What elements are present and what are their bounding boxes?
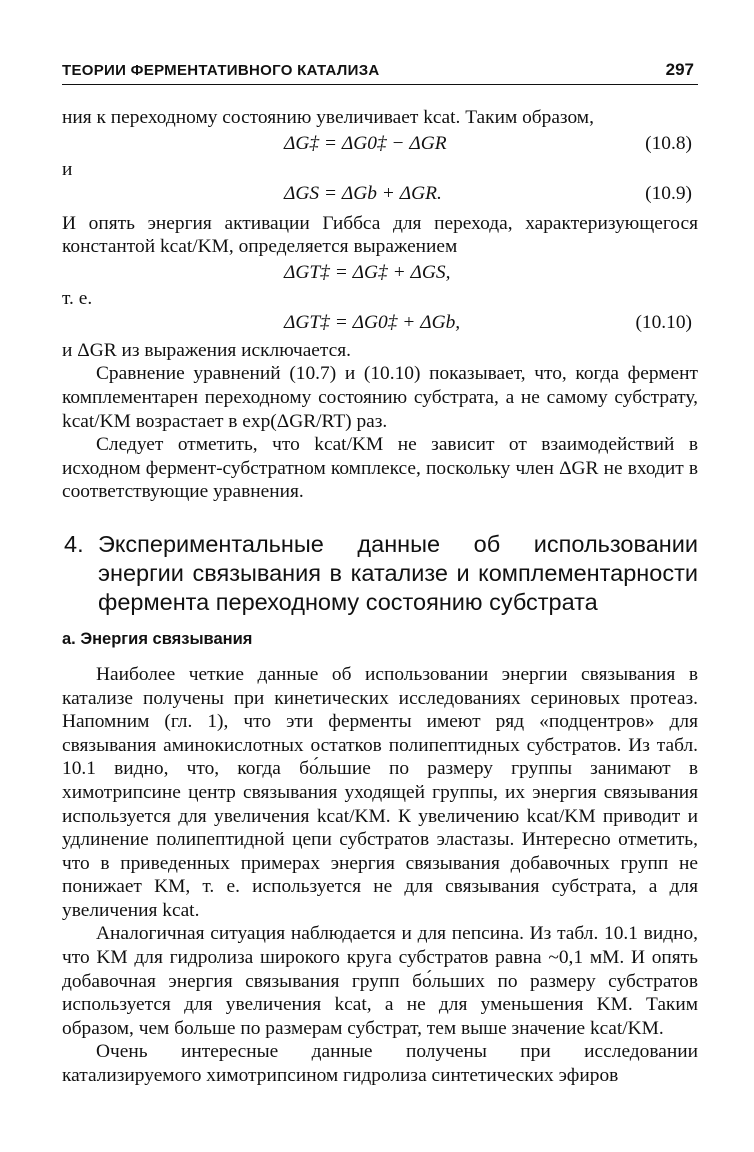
equation-10-10 [62,309,698,337]
subsection-heading: а. Энергия связывания [62,629,253,648]
main-text [62,106,698,1088]
paragraph-4: Сравнение уравнений (10.7) и (10.10) показывает, что, когда фермент комплементарен переходному состоянию субстрата, а не самому субстрату, kcat/KM возрастает в exp(ΔGR/RT) раз. [62,363,698,432]
equation-transition-1 [62,259,698,287]
section-heading [64,530,698,617]
paragraph-5: Следует отметить, что kcat/KM не зависит от взаимодействий в исходном фермент-субстратном комплексе, поскольку член ΔGR не входит в соответствующие уравнения. [62,434,698,503]
section-number: 4. [64,530,84,557]
equation-10-9-expression: ΔGS = ΔGb + ΔGR. [284,182,442,204]
paragraph-1: ния к переходному состоянию увеличивает kcat. Таким образом, [62,107,594,128]
equation-10-8-number: (10.8) [645,132,692,154]
paragraph-6: Наиболее четкие данные об использовании энергии связывания в катализе получены при кинетических исследованиях сериновых протеаз. Напомним (гл. 1), что эти ферменты имеют ряд «подцентров» для связывания аминокислотных остатков полипептидных субстратов. Из табл. 10.1 видно, что, когда бо́льшие по размеру группы занимают в химотрипсине центр связывания уходящей группы, их энергия связывания используется для увеличения kcat/KM. К увеличению kcat/KM приводит и удлинение полипептидной цепи субстратов эластазы. Интересно отметить, что в приведенных примерах энергия связывания добавочных групп не понижает KM, т. е. используется не для связывания субстрата, а для увеличения kcat. [62,663,698,921]
equation-10-9-number: (10.9) [645,182,692,204]
paragraph-2: И опять энергия активации Гиббса для перехода, характеризующегося константой kcat/KM, определяется выражением [62,212,698,258]
equation-10-10-number: (10.10) [635,311,692,333]
equation-transition-1-expression: ΔGT‡ = ΔG‡ + ΔGS, [284,261,451,283]
running-title: ТЕОРИИ ФЕРМЕНТАТИВНОГО КАТАЛИЗА [62,62,380,79]
equation-10-8 [62,130,698,158]
equation-10-8-expression: ΔG‡ = ΔG0‡ − ΔGR [284,132,447,154]
paragraph-3: и ΔGR из выражения исключается. [62,339,351,361]
equation-10-10-expression: ΔGT‡ = ΔG0‡ + ΔGb, [284,311,461,333]
page-number: 297 [665,60,694,79]
paragraph-8: Очень интересные данные получены при исследовании катализируемого химотрипсином гидролиза синтетических эфиров [62,1041,698,1087]
running-header [62,60,698,85]
equation-10-9 [62,180,698,208]
section-title: Экспериментальные данные об использовании энергии связывания в катализе и комплементарности фермента переходному состоянию субстрата [98,530,698,615]
paragraph-7: Аналогичная ситуация наблюдается и для пепсина. Из табл. 10.1 видно, что KM для гидролиза широкого круга субстратов равна ~0,1 мМ. И опять добавочная энергия связывания групп бо́льших по размеру субстратов используется для увеличения kcat, а не для уменьшения KM. Таким образом, чем больше по размерам субстрат, тем выше значение kcat/KM. [62,923,698,1039]
conjunction-i: и [62,158,73,180]
conjunction-te: т. е. [62,287,93,309]
